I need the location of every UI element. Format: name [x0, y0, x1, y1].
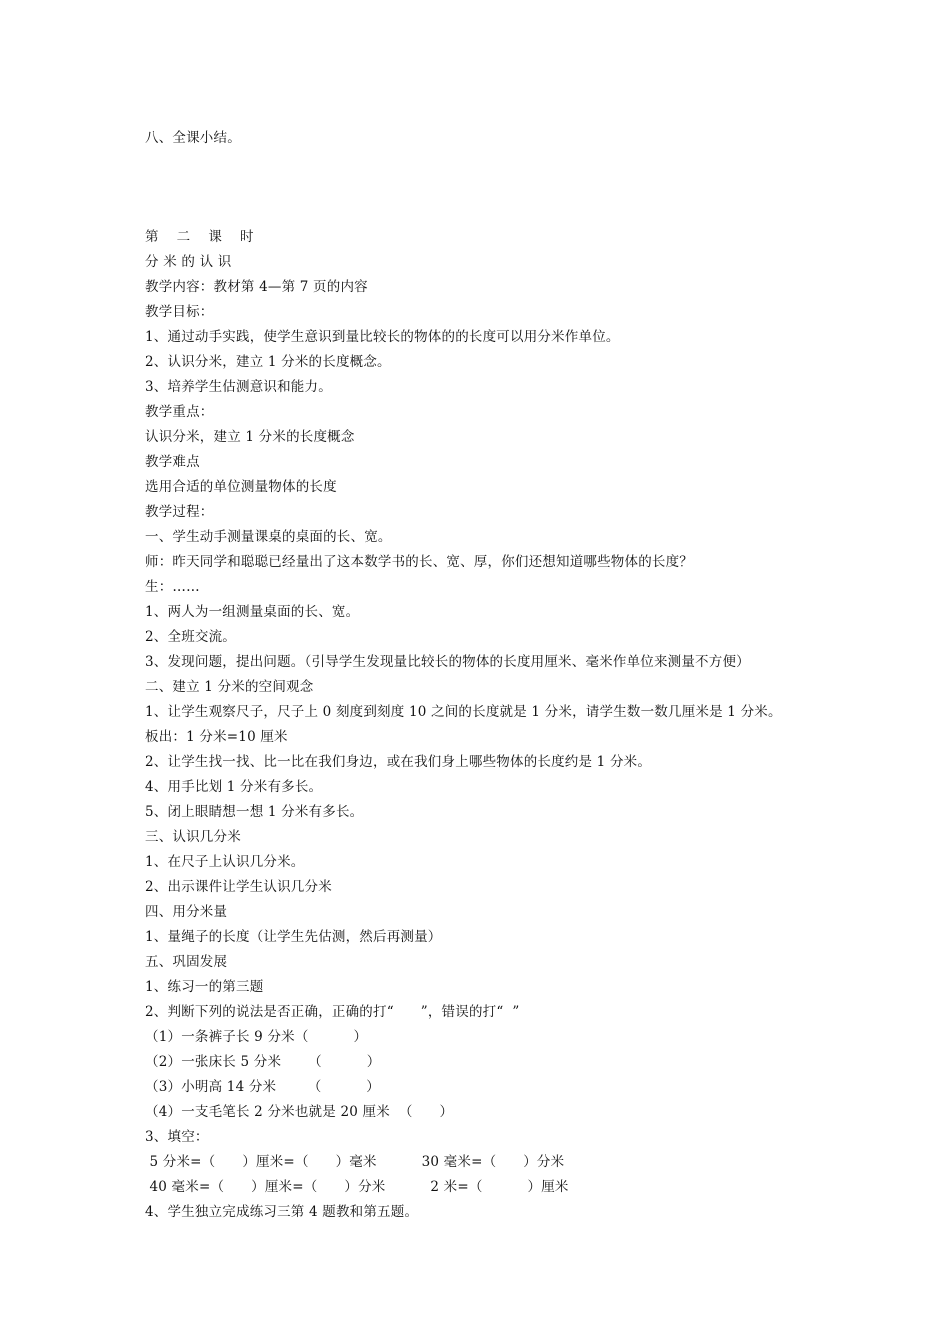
- step-heading: 二、建立 1 分米的空间观念: [145, 679, 314, 695]
- step-item: 2、让学生找一找、比一比在我们身边，或在我们身上哪些物体的长度约是 1 分米。: [145, 754, 652, 770]
- key-point-heading: 教学重点：: [145, 404, 214, 420]
- fill-in-heading: 3、填空：: [145, 1129, 209, 1145]
- step-item: 1、让学生观察尺子，尺子上 0 刻度到刻度 10 之间的长度就是 1 分米，请学生数一数几厘米是 1 分米。: [145, 704, 782, 720]
- step-heading: 一、学生动手测量课桌的桌面的长、宽。: [145, 529, 392, 545]
- step-heading: 五、巩固发展: [145, 954, 228, 970]
- step-item: 1、量绳子的长度（让学生先估测，然后再测量）: [145, 929, 442, 945]
- section-summary: 八、全课小结。: [145, 130, 241, 146]
- key-point-text: 认识分米，建立 1 分米的长度概念: [145, 429, 355, 445]
- step-item: 4、用手比划 1 分米有多长。: [145, 779, 323, 795]
- step-item: 2、出示课件让学生认识几分米: [145, 879, 332, 895]
- step-item: 1、两人为一组测量桌面的长、宽。: [145, 604, 360, 620]
- step-heading: 四、用分米量: [145, 904, 228, 920]
- process-heading: 教学过程：: [145, 504, 214, 520]
- step-item: 5、闭上眼睛想一想 1 分米有多长。: [145, 804, 364, 820]
- goal-item: 1、通过动手实践，使学生意识到量比较长的物体的的长度可以用分米作单位。: [145, 329, 620, 345]
- judgement-question: （3）小明高 14 分米 （ ）: [145, 1079, 381, 1095]
- student-dialogue: 生：……: [145, 579, 200, 595]
- judgement-question: （4）一支毛笔长 2 分米也就是 20 厘米 （ ）: [145, 1104, 454, 1120]
- lesson-heading: 第 二 课 时: [145, 229, 254, 245]
- step-heading: 三、认识几分米: [145, 829, 241, 845]
- teaching-goals-heading: 教学目标：: [145, 304, 214, 320]
- lesson-title: 分 米 的 认 识: [145, 254, 232, 270]
- goal-item: 2、认识分米，建立 1 分米的长度概念。: [145, 354, 391, 370]
- fill-in-row: 5 分米=（ ）厘米=（ ）毫米 30 毫米=（ ）分米: [145, 1154, 565, 1170]
- step-item: 2、全班交流。: [145, 629, 236, 645]
- board-note: 板出：1 分米=10 厘米: [145, 729, 288, 745]
- exercise-item: 4、学生独立完成练习三第 4 题教和第五题。: [145, 1204, 419, 1220]
- step-item: 3、发现问题，提出问题。（引导学生发现量比较长的物体的长度用厘米、毫米作单位来测量不方便）: [145, 654, 750, 670]
- fill-in-row: 40 毫米=（ ）厘米=（ ）分米 2 米=（ ）厘米: [145, 1179, 569, 1195]
- exercise-item: 2、判断下列的说法是否正确，正确的打“ ”，错误的打“ ”: [145, 1004, 520, 1020]
- step-item: 1、在尺子上认识几分米。: [145, 854, 305, 870]
- judgement-question: （2）一张床长 5 分米 （ ）: [145, 1054, 381, 1070]
- difficulty-text: 选用合适的单位测量物体的长度: [145, 479, 337, 495]
- judgement-question: （1）一条裤子长 9 分米（ ）: [145, 1029, 368, 1045]
- exercise-item: 1、练习一的第三题: [145, 979, 264, 995]
- goal-item: 3、培养学生估测意识和能力。: [145, 379, 332, 395]
- teaching-content: 教学内容：教材第 4—第 7 页的内容: [145, 279, 368, 295]
- teacher-dialogue: 师：昨天同学和聪聪已经量出了这本数学书的长、宽、厚，你们还想知道哪些物体的长度？: [145, 554, 693, 570]
- difficulty-heading: 教学难点: [145, 454, 200, 470]
